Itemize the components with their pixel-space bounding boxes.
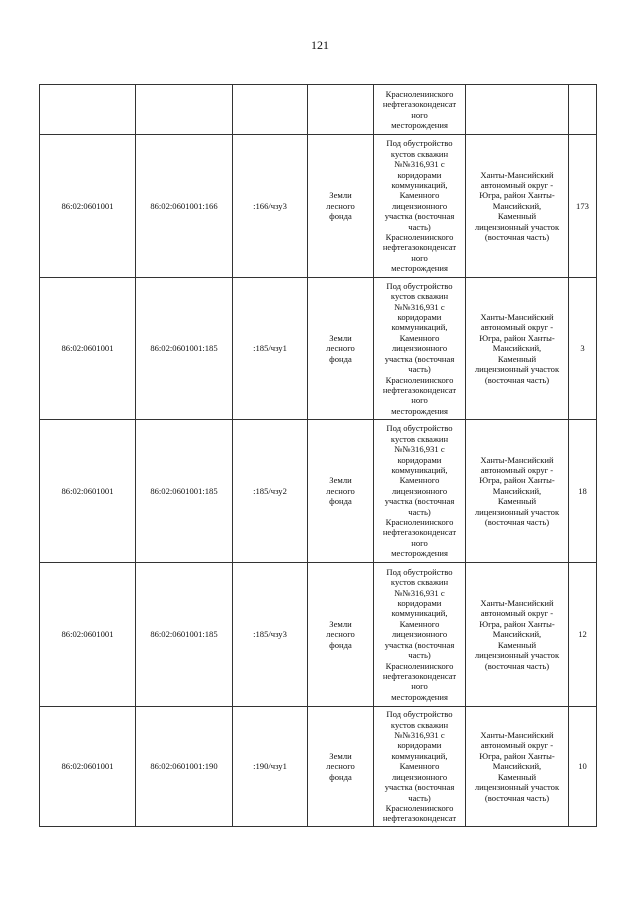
land-category-cell: Земли лесного фонда [308,278,374,420]
part-number-cell: :185/чзу1 [233,278,308,420]
table-row [40,135,597,278]
area-cell: 12 [569,563,597,707]
address-cell: Ханты-Мансийский автономный округ - Югра, район Ханты- Мансийский, Каменный лицензионный участок (восточная часть) [466,278,569,420]
cadastral-number-cell: 86:02:0601001:185 [136,563,233,707]
land-category-cell: Земли лесного фонда [308,707,374,827]
cadastral-quarter-cell: 86:02:0601001 [40,707,136,827]
address-cell: Ханты-Мансийский автономный округ - Югра, район Ханты- Мансийский, Каменный лицензионный участок (восточная часть) [466,707,569,827]
address-cell: Ханты-Мансийский автономный округ - Югра, район Ханты- Мансийский, Каменный лицензионный участок (восточная часть) [466,135,569,278]
table-row [40,420,597,563]
land-category-cell: Земли лесного фонда [308,563,374,707]
cadastral-quarter-cell: 86:02:0601001 [40,563,136,707]
part-number-cell: :190/чзу1 [233,707,308,827]
area-cell: 18 [569,420,597,563]
cadastral-number-cell: 86:02:0601001:190 [136,707,233,827]
address-cell: Ханты-Мансийский автономный округ - Югра, район Ханты- Мансийский, Каменный лицензионный участок (восточная часть) [466,563,569,707]
part-number-cell: :185/чзу3 [233,563,308,707]
land-plots-table [39,84,597,827]
area-cell: 10 [569,707,597,827]
land-category-cell: Земли лесного фонда [308,420,374,563]
purpose-cell: Под обустройство кустов скважин №№316,931 с коридорами коммуникаций, Каменного лицензионного участка (восточная часть) Красноленинского нефтегазоконденсат ного месторождения [374,563,466,707]
table-row [40,707,597,827]
cadastral-quarter-cell: 86:02:0601001 [40,135,136,278]
cadastral-quarter-cell: 86:02:0601001 [40,278,136,420]
area-cell [569,85,597,135]
table-row [40,563,597,707]
cadastral-quarter-cell: 86:02:0601001 [40,420,136,563]
purpose-cell: Под обустройство кустов скважин №№316,931 с коридорами коммуникаций, Каменного лицензионного участка (восточная часть) Красноленинского нефтегазоконденсат ного месторождения [374,278,466,420]
purpose-cell: Под обустройство кустов скважин №№316,931 с коридорами коммуникаций, Каменного лицензионного участка (восточная часть) Красноленинского нефтегазоконденсат [374,707,466,827]
purpose-cell: Красноленинского нефтегазоконденсат ного месторождения [374,85,466,135]
address-cell: Ханты-Мансийский автономный округ - Югра, район Ханты- Мансийский, Каменный лицензионный участок (восточная часть) [466,420,569,563]
land-category-cell [308,85,374,135]
table-row [40,278,597,420]
part-number-cell [233,85,308,135]
purpose-cell: Под обустройство кустов скважин №№316,931 с коридорами коммуникаций, Каменного лицензионного участка (восточная часть) Красноленинского нефтегазоконденсат ного месторождения [374,135,466,278]
address-cell [466,85,569,135]
table-row [40,85,597,135]
land-category-cell: Земли лесного фонда [308,135,374,278]
cadastral-number-cell: 86:02:0601001:185 [136,420,233,563]
cadastral-number-cell: 86:02:0601001:166 [136,135,233,278]
page-number: 121 [311,38,329,52]
part-number-cell: :185/чзу2 [233,420,308,563]
cadastral-number-cell [136,85,233,135]
purpose-cell: Под обустройство кустов скважин №№316,931 с коридорами коммуникаций, Каменного лицензионного участка (восточная часть) Красноленинского нефтегазоконденсат ного месторождения [374,420,466,563]
area-cell: 173 [569,135,597,278]
area-cell: 3 [569,278,597,420]
part-number-cell: :166/чзу3 [233,135,308,278]
cadastral-quarter-cell [40,85,136,135]
cadastral-number-cell: 86:02:0601001:185 [136,278,233,420]
